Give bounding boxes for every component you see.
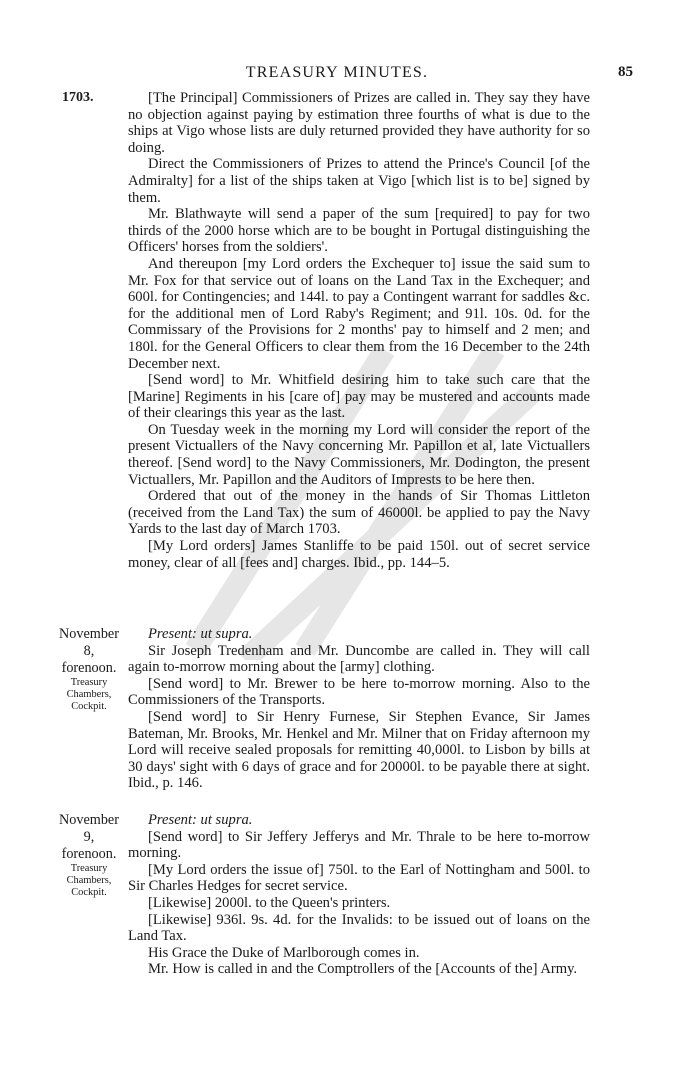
paragraph: [Likewise] 2000l. to the Queen's printers.: [148, 894, 391, 911]
margin-note-nov-8: [50, 626, 128, 713]
margin-note-nov-9: [50, 812, 128, 899]
margin-date: November: [59, 626, 119, 642]
paragraph: [Likewise] 936l. 9s. 4d. for the Invalids: to be issued out of loans on the Land Tax.: [128, 911, 590, 945]
minutes-section-3: [128, 812, 590, 978]
paragraph: [Send word] to Mr. Whitfield desiring him to take such care that the [Marine] Regiments in his [care of] pay may be mustered and accounts made of their clearings this year as the last.: [128, 372, 590, 422]
paragraph: On Tuesday week in the morning my Lord will consider the report of the present Victuallers of the Navy concerning Mr. Papillon et al, late Victuallers thereof. [Send word] to the Navy Commissioners, Mr. Dodington, the present Victuallers, Mr. Papillon and the Auditors of Imprests to be here then.: [128, 421, 590, 488]
paragraph: Sir Joseph Tredenham and Mr. Duncombe are called in. They will call again to-morrow morning about the [army] clothing.: [128, 642, 590, 676]
paragraph: [Send word] to Sir Jeffery Jefferys and Mr. Thrale to be here to-morrow morning.: [128, 828, 590, 862]
margin-date: November: [59, 812, 119, 828]
running-head: TREASURY MINUTES.: [245, 64, 429, 81]
page-number: 85: [618, 64, 633, 80]
paragraph: His Grace the Duke of Marlborough comes in.: [148, 944, 420, 961]
present-line: Present: ut supra.: [148, 812, 253, 828]
margin-place: Treasury: [70, 863, 108, 874]
paragraph: [The Principal] Commissioners of Prizes are called in. They say they have no objection against paying by estimation three fourths of what is due to the ships at Vigo whose lists are duly returned provided they have authority for so doing.: [128, 90, 590, 156]
paragraph: Ordered that out of the money in the hands of Sir Thomas Littleton (received from the Land Tax) the sum of 46000l. be applied to pay the Navy Yards to the last day of March 1703.: [128, 488, 590, 538]
paragraph: Mr. How is called in and the Comptrollers of the [Accounts of the] Army.: [148, 961, 578, 978]
margin-date: 9,: [83, 829, 95, 845]
minutes-section-2: [128, 626, 590, 792]
margin-place: Chambers,: [66, 689, 112, 700]
present-line: Present: ut supra.: [148, 626, 253, 642]
paragraph: [Send word] to Sir Henry Furnese, Sir Stephen Evance, Sir James Bateman, Mr. Brooks, Mr. Henkel and Mr. Milner that on Friday afternoon my Lord will receive sealed proposals for remitting 40,000l. to Lisbon by bills at 30 days' sight with 6 days of grace and for 20000l. to be payable there at sight. Ibid., p. 146.: [128, 708, 590, 792]
paragraph: And thereupon [my Lord orders the Exchequer to] issue the said sum to Mr. Fox for that service out of loans on the Land Tax in the Exchequer; and 600l. for Contingencies; and 144l. to pay a Contingent warrant for saddles &c. for the additional men of Lord Raby's Regiment; and 91l. 10s. 0d. for the Commissary of the Provisions for 2 months' pay to himself and 2 men; and 180l. for the General Officers to clear them from the 16 December to the 24th December next.: [128, 255, 590, 372]
paragraph: [Send word] to Mr. Brewer to be here to-morrow morning. Also to the Commissioners of the Transports.: [128, 675, 590, 709]
margin-date: forenoon.: [61, 846, 117, 862]
margin-place: Treasury: [70, 677, 108, 688]
margin-place: Cockpit.: [71, 701, 107, 712]
margin-year: 1703.: [62, 90, 94, 105]
paragraph: [My Lord orders the issue of] 750l. to the Earl of Nottingham and 500l. to Sir Charles Hedges for secret service.: [128, 861, 590, 895]
paragraph: Direct the Commissioners of Prizes to attend the Prince's Council [of the Admiralty] for a list of the ships taken at Vigo [which list is to be] signed by them.: [128, 156, 590, 206]
paragraph: Mr. Blathwayte will send a paper of the sum [required] to pay for two thirds of the 2000 horse which are to be bought in Portugal distinguishing the Officers' horses from the soldiers'.: [128, 206, 590, 256]
margin-place: Cockpit.: [71, 887, 107, 898]
minutes-section-1: [128, 90, 590, 571]
margin-date: forenoon.: [61, 660, 117, 676]
paragraph: [My Lord orders] James Stanliffe to be paid 150l. out of secret service money, clear of all [fees and] charges. Ibid., pp. 144–5.: [128, 538, 590, 571]
margin-date: 8,: [83, 643, 95, 659]
margin-place: Chambers,: [66, 875, 112, 886]
